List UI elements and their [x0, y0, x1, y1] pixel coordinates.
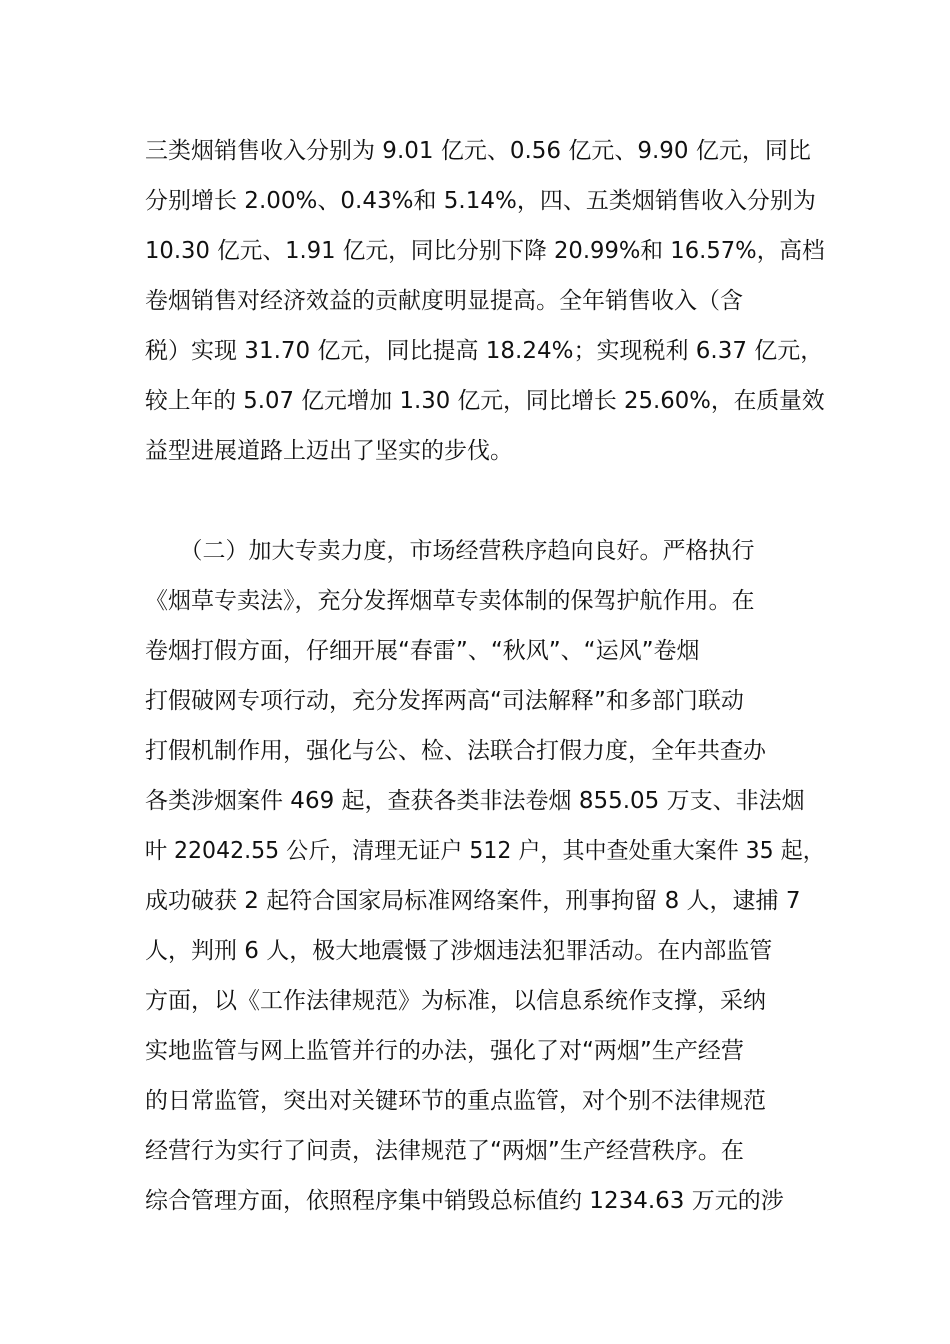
text-line: 卷烟打假方面，仔细开展“春雷”、“秋风”、“运风”卷烟 — [145, 638, 700, 664]
text-line: 经营行为实行了问责，法律规范了“两烟”生产经营秩序。在 — [145, 1138, 744, 1164]
text-line: 成功破获 2 起符合国家局标准网络案件，刑事拘留 8 人，逮捕 7 — [145, 888, 801, 914]
text-line: 税）实现 31.70 亿元，同比提高 18.24%；实现税利 6.37 亿元， — [145, 338, 824, 364]
text-line: 人，判刑 6 人，极大地震慑了涉烟违法犯罪活动。在内部监管 — [145, 938, 773, 964]
paragraph-sales-revenue — [145, 126, 825, 476]
text-line: （二）加大专卖力度，市场经营秩序趋向良好。严格执行 — [145, 538, 755, 564]
text-line: 各类涉烟案件 469 起，查获各类非法卷烟 855.05 万支、非法烟 — [145, 788, 805, 814]
text-line: 综合管理方面，依照程序集中销毁总标值约 1234.63 万元的涉 — [145, 1188, 784, 1214]
text-line: 分别增长 2.00%、0.43%和 5.14%，四、五类烟销售收入分别为 — [145, 188, 816, 214]
text-line: 较上年的 5.07 亿元增加 1.30 亿元，同比增长 25.60%，在质量效 — [145, 388, 825, 414]
text-line: 实地监管与网上监管并行的办法，强化了对“两烟”生产经营 — [145, 1038, 744, 1064]
text-line: 方面，以《工作法律规范》为标准，以信息系统作支撑，采纳 — [145, 988, 766, 1014]
text-line: 卷烟销售对经济效益的贡献度明显提高。全年销售收入（含 — [145, 288, 743, 314]
text-line: 打假破网专项行动，充分发挥两高“司法解释”和多部门联动 — [145, 688, 744, 714]
text-line: 叶 22042.55 公斤，清理无证户 512 户，其中查处重大案件 35 起， — [145, 838, 825, 864]
text-line: 10.30 亿元、1.91 亿元，同比分别下降 20.99%和 16.57%，高档 — [145, 238, 825, 264]
text-line: 三类烟销售收入分别为 9.01 亿元、0.56 亿元、9.90 亿元，同比 — [145, 138, 811, 164]
text-line: 益型进展道路上迈出了坚实的步伐。 — [145, 438, 513, 464]
text-line: 的日常监管，突出对关键环节的重点监管，对个别不法律规范 — [145, 1088, 766, 1114]
paragraph-monopoly-enforcement — [145, 526, 825, 1226]
text-line: 打假机制作用，强化与公、检、法联合打假力度，全年共查办 — [145, 738, 766, 764]
text-line: 《烟草专卖法》，充分发挥烟草专卖体制的保驾护航作用。在 — [145, 588, 755, 614]
